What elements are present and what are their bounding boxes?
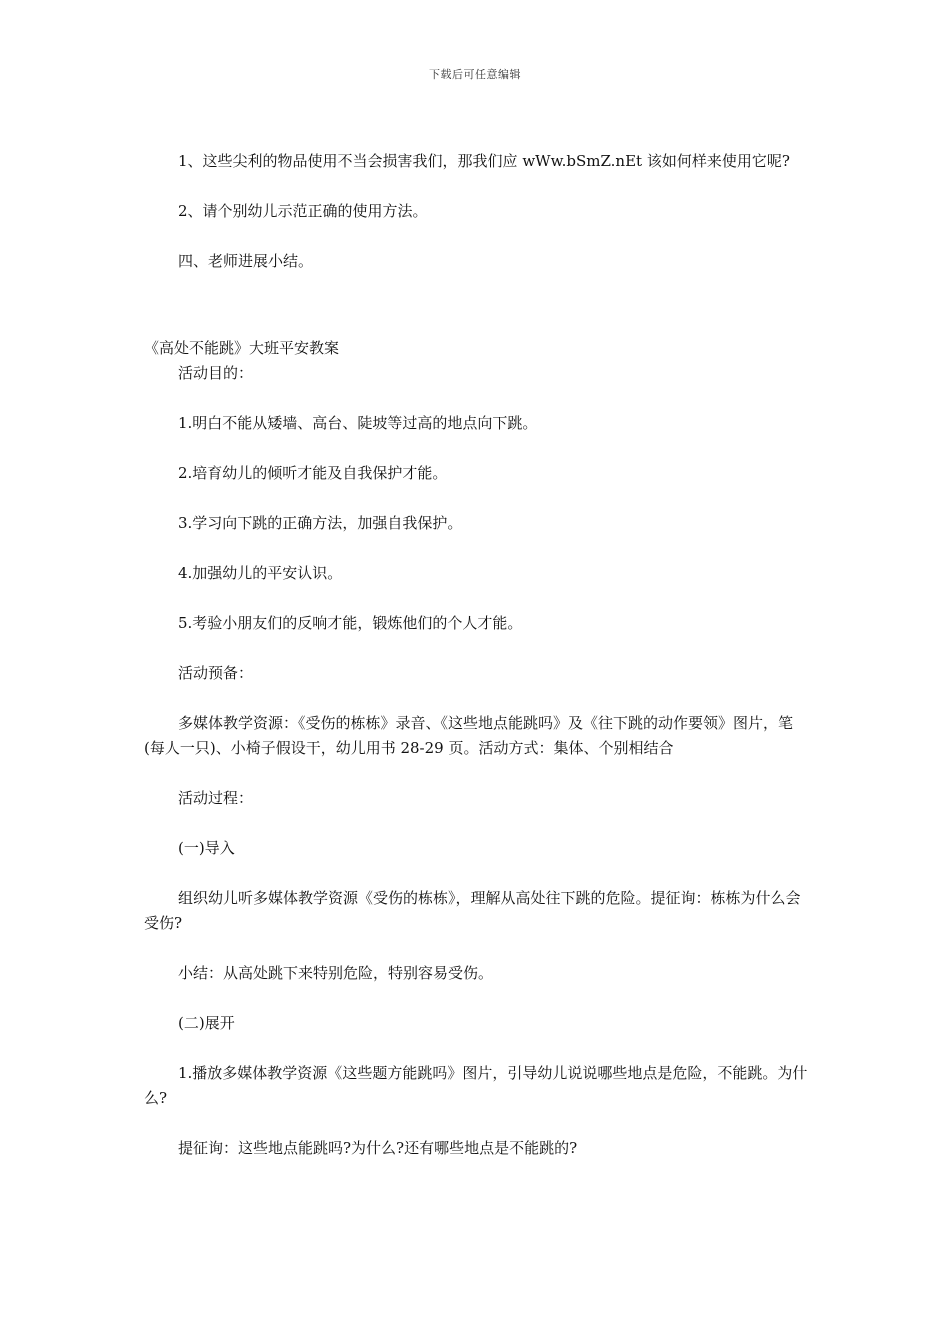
paragraph-demonstration: 2、请个别幼儿示范正确的使用方法。 [178, 202, 428, 220]
goal-heading: 活动目的： [178, 364, 254, 382]
goal-item: 3.学习向下跳的正确方法，加强自我保护。 [178, 514, 463, 532]
expand-heading: (二)展开 [178, 1014, 235, 1032]
goal-item: 4.加强幼儿的平安认识。 [178, 564, 343, 582]
goal-item: 1.明白不能从矮墙、高台、陡坡等过高的地点向下跳。 [178, 414, 538, 432]
expand-question: 提征询：这些地点能跳吗?为什么?还有哪些地点是不能跳的? [178, 1139, 578, 1157]
prep-text: 多媒体教学资源：《受伤的栋栋》录音、《这些地点能跳吗》及《往下跳的动作要领》图片，笔(每人一只)、小椅子假设干，幼儿用书 28-29 页。活动方式：集体、个别相结合 [144, 714, 794, 757]
intro-text: 组织幼儿听多媒体教学资源《受伤的栋栋》，理解从高处往下跳的危险。提征询：栋栋为什么会受伤? [144, 889, 801, 932]
intro-heading: (一)导入 [178, 839, 235, 857]
paragraph-teacher-summary: 四、老师进展小结。 [178, 252, 314, 270]
prep-heading: 活动预备： [178, 664, 254, 682]
section-gap [144, 299, 808, 336]
goal-item: 2.培育幼儿的倾听才能及自我保护才能。 [178, 464, 448, 482]
process-heading: 活动过程： [178, 789, 254, 807]
section-title: 《高处不能跳》大班平安教案 [144, 339, 340, 357]
document-body [144, 149, 808, 1161]
goal-item: 5.考验小朋友们的反响才能，锻炼他们的个人才能。 [178, 614, 523, 632]
expand-text: 1.播放多媒体教学资源《这些题方能跳吗》图片，引导幼儿说说哪些地点是危险，不能跳。为什么? [144, 1064, 808, 1107]
intro-summary: 小结：从高处跳下来特别危险，特别容易受伤。 [178, 964, 494, 982]
paragraph-usage-question: 1、这些尖利的物品使用不当会损害我们，那我们应 wWw.bSmZ.nEt 该如何样来使用它呢? [178, 152, 790, 170]
page-header: 下载后可任意编辑 [429, 68, 521, 81]
